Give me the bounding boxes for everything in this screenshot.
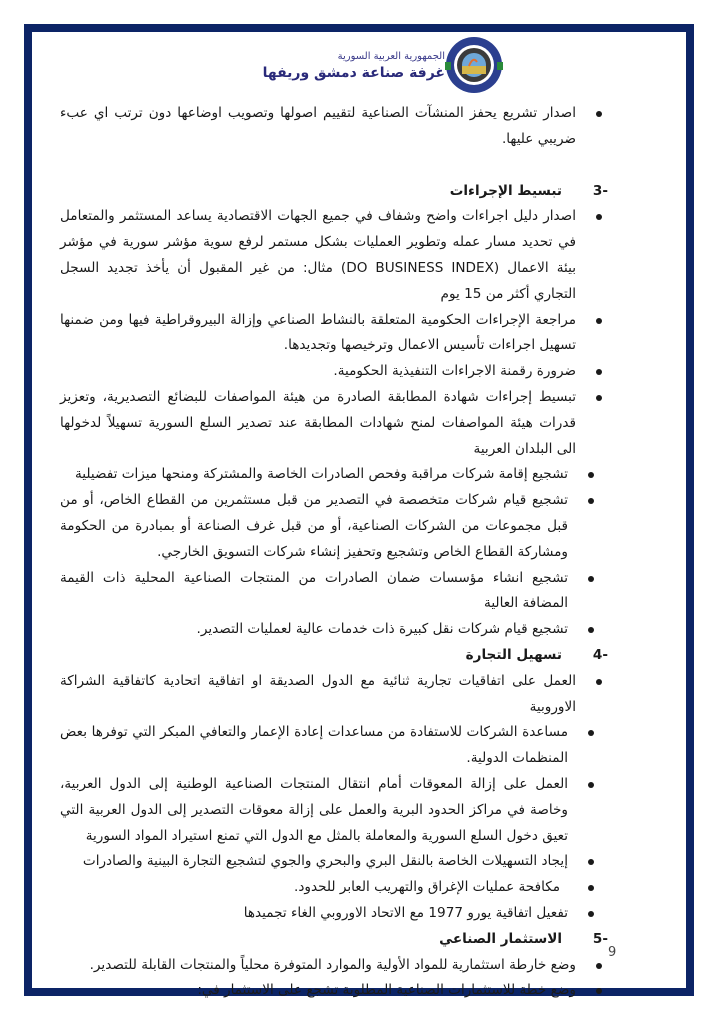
list-item-text: تشجيع قيام شركات متخصصة في التصدير من قبل مستثمرين من القطاع الخاص، أو من قبل مجموعات من الشركات الصناعية، أو من قبل غرف الصناعة أو بمبادرة من الحكومة ومشاركة القطاع الخاص وتشجيع وتحفيز إنشاء شركات التسويق الخارجي. <box>60 492 568 560</box>
list-item-text: إيجاد التسهيلات الخاصة بالنقل البري والبحري والجوي لتشجيع التجارة البينية والصادرات <box>82 853 568 870</box>
list-item <box>60 204 608 307</box>
list-item <box>60 617 608 643</box>
list-item-text: اصدار دليل اجراءات واضح وشفاف في جميع الجهات الاقتصادية يساعد المستثمر والمتعامل في تحديد مسار عمله وتطوير العمليات بشكل مستمر لرفع سوية مؤشر سورية في مؤشر بيئة الاعمال (DO BUSINESS INDEX) مثال: من غير المقبول أن يأخذ تجديد السجل التجاري أكثر من 15 يوم <box>60 208 576 302</box>
list-item <box>60 953 608 979</box>
bullet-icon <box>596 395 602 401</box>
list-item-text: تشجيع إقامة شركات مراقبة وفحص الصادرات الخاصة والمشتركة ومنحها ميزات تفضيلية <box>74 466 568 483</box>
list-item-text: اصدار تشريع يحفز المنشآت الصناعية لتقييم اصولها وتصويب اوضاعها دون ترتب اي عبء ضريبي عليها. <box>60 105 576 147</box>
bullet-icon <box>588 576 594 582</box>
bullet-icon <box>588 472 594 478</box>
bullet-icon <box>588 782 594 788</box>
list-item <box>60 462 608 488</box>
bullet-icon <box>588 730 594 736</box>
bullet-icon <box>596 988 602 994</box>
bullet-icon <box>588 498 594 504</box>
list-item-text: مراجعة الإجراءات الحكومية المتعلقة بالنشاط الصناعي وإزالة البيروقراطية فيها ومن ضمنها تسهيل اجراءات تأسيس الاعمال وترخيصها وتجديدها. <box>60 311 576 354</box>
section-title: تبسيط الإجراءات <box>449 182 562 199</box>
section-title: تسهيل التجارة <box>465 646 562 663</box>
list-item <box>60 849 608 875</box>
list-item <box>60 488 608 565</box>
org-name: غرفة صناعة دمشق وريفها <box>262 65 445 81</box>
list-item <box>60 308 608 360</box>
list-item <box>60 978 608 1004</box>
letterhead-text <box>263 50 445 83</box>
list-item-text: وضع خارطة استثمارية للمواد الأولية والموارد المتوفرة محلياً والمنتجات القابلة للتصدير. <box>89 956 576 973</box>
list-item-text: تفعيل اتفاقية يورو 1977 مع الاتحاد الاوروبي الغاء تجميدها <box>243 904 568 921</box>
list-item-text: ضرورة رقمنة الاجراءات التنفيذية الحكومية. <box>333 363 576 380</box>
org-country: الجمهورية العربية السورية <box>337 51 445 62</box>
bullet-icon <box>588 627 594 633</box>
bullet-icon <box>596 369 602 375</box>
list-item <box>60 566 608 618</box>
list-item-text: وضع خطة للاستثمارات الصناعية المطلوبة تشجع على الاستثمار في: <box>197 982 576 999</box>
list-item-text: تبسيط إجراءات شهادة المطابقة الصادرة من هيئة المواصفات للبضائع التصديرية، وتعزيز قدرات هيئة المواصفات لمنح شهادات المطابقة عند تصدير السلع السورية تسهيلاً لدخولها الى البلدان العربية <box>60 388 576 457</box>
section-number: 5- <box>592 930 608 947</box>
bullet-icon <box>596 963 602 969</box>
list-item <box>60 669 608 721</box>
list-item <box>60 772 608 849</box>
section-heading <box>60 179 608 205</box>
bullet-icon <box>588 859 594 865</box>
list-item <box>60 720 608 772</box>
section-number: 3- <box>592 182 608 199</box>
section-title: الاستثمار الصناعي <box>439 930 562 947</box>
section-number: 4- <box>592 646 608 663</box>
bullet-icon <box>596 679 602 685</box>
section-heading <box>60 927 608 953</box>
list-item <box>60 901 608 927</box>
letterhead <box>250 36 550 96</box>
section-heading <box>60 643 608 669</box>
list-item-text: تشجيع انشاء مؤسسات ضمان الصادرات من المنتجات الصناعية المحلية ذات القيمة المضافة العالية <box>60 569 568 612</box>
list-item-text: العمل على إزالة المعوقات أمام انتقال المنتجات الصناعية الوطنية إلى الدول العربية، وخاصة في مراكز الحدود البرية والعمل على إزالة معوقات التصدير إلى الدول العربية التي تعيق دخول السلع السورية والمعاملة بالمثل مع الدول التي تمنع استيراد المواد السورية <box>60 775 568 844</box>
list-item-text: مكافحة عمليات الإغراق والتهريب العابر للحدود. <box>294 879 560 896</box>
bullet-icon <box>596 111 602 117</box>
chamber-logo-icon <box>445 36 503 94</box>
list-item <box>60 101 608 153</box>
bullet-icon <box>588 885 594 891</box>
page-number: 9 <box>608 945 617 960</box>
bullet-icon <box>596 318 602 324</box>
list-item-text: العمل على اتفاقيات تجارية ثنائية مع الدول الصديقة او اتفاقية اتحادية كاتفاقية الشراكة الاوروبية <box>60 672 576 715</box>
list-item <box>60 875 608 901</box>
bullet-icon <box>588 911 594 917</box>
list-item <box>60 385 608 462</box>
bullet-icon <box>596 214 602 220</box>
document-body <box>60 101 608 1004</box>
list-item-text: مساعدة الشركات للاستفادة من مساعدات إعادة الإعمار والتعافي المبكر التي توفرها بعض المنظمات الدولية. <box>60 724 568 767</box>
list-item-text: تشجيع قيام شركات نقل كبيرة ذات خدمات عالية لعمليات التصدير. <box>196 621 568 638</box>
list-item <box>60 359 608 385</box>
